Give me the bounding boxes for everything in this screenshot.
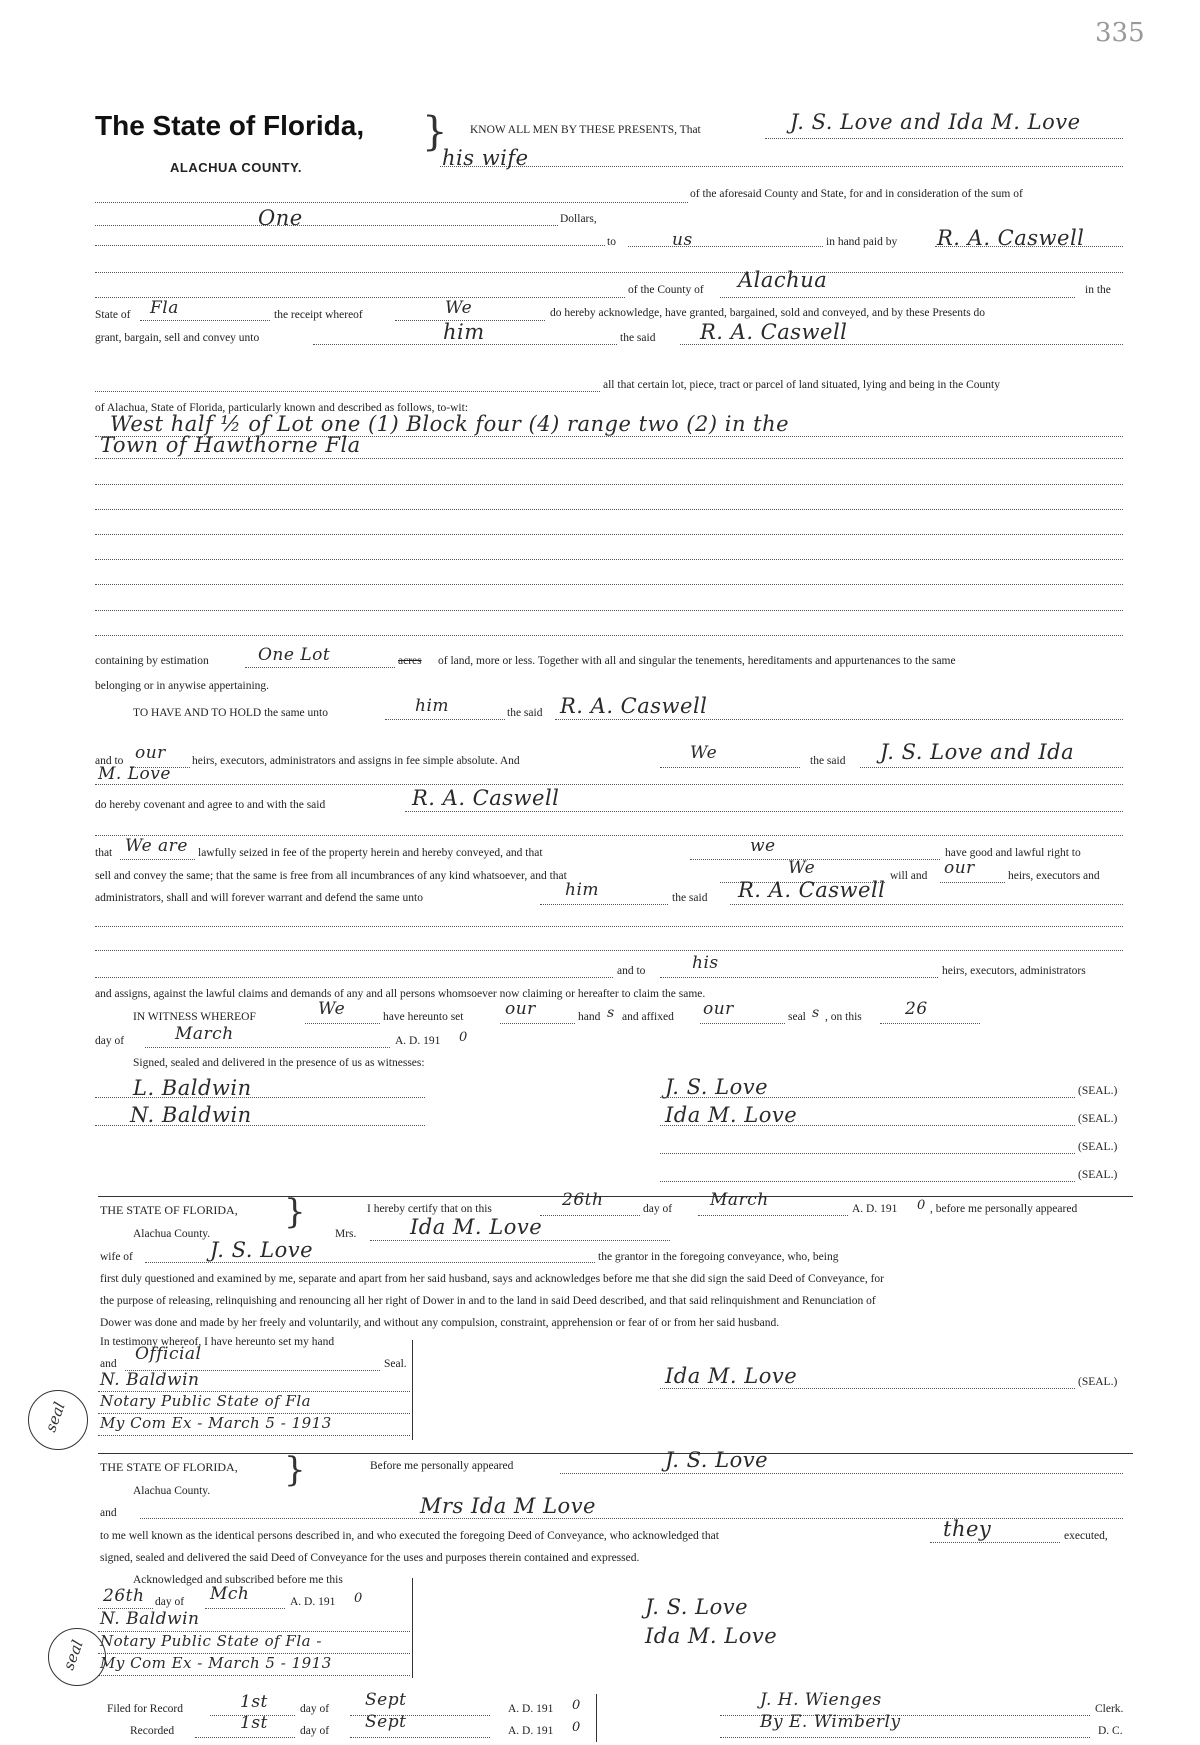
ack2-signed-line: signed, sealed and delivered the said Deed of Conveyance for the uses and purposes therein contained and expressed. — [100, 1552, 640, 1564]
ack1-line-1: first duly questioned and examined by me, separate and apart from her said husband, says and acknowledges before me that she did sign the said Deed of Conveyance, for — [100, 1273, 884, 1285]
will-and-who: our — [944, 858, 975, 878]
ack2-signature-2: Ida M. Love — [645, 1624, 778, 1648]
day-of-label: day of — [95, 1035, 125, 1047]
separator-2 — [98, 1453, 1133, 1454]
hand-label: hand — [578, 1011, 601, 1023]
covenantor-name-cont: M. Love — [98, 764, 171, 784]
the-said-label-3: the said — [672, 892, 708, 904]
rec-day: 1st — [240, 1713, 268, 1733]
ack2-and: and — [100, 1507, 117, 1519]
ack1-line-2: the purpose of releasing, relinquishing and renouncing all her right of Dower in and to the land in said Deed described, and that said relinquishment and Renunciation of — [100, 1295, 876, 1307]
acres-struck: acres — [398, 655, 422, 667]
ack2-they: they — [943, 1517, 992, 1541]
recorded-label: Recorded — [130, 1725, 175, 1737]
seal-label-3: (SEAL.) — [1078, 1141, 1118, 1153]
and-to-who: our — [135, 743, 166, 763]
header-brace: } — [422, 109, 448, 155]
ack1-county: Alachua County. — [133, 1228, 211, 1240]
ack2-before-me: Before me personally appeared — [370, 1460, 514, 1472]
rec-year-digit: 0 — [572, 1720, 581, 1735]
of-land-text: of land, more or less. Together with all and singular the tenements, hereditaments and appurtenances to the same — [438, 655, 956, 667]
ack1-certify: I hereby certify that on this — [367, 1203, 492, 1215]
receipt-label: the receipt whereof — [274, 309, 363, 321]
ack1-mrs: Mrs. — [335, 1228, 357, 1240]
ack2-day-of: day of — [155, 1596, 185, 1608]
ack1-wife-of: wife of — [100, 1251, 133, 1263]
page-number: 335 — [1095, 18, 1145, 48]
ack2-seal-stamp-word: seal — [59, 1637, 87, 1673]
document-title: The State of Florida, — [95, 110, 365, 141]
filed-day-of: day of — [300, 1703, 330, 1715]
grantee-pronoun: him — [443, 320, 485, 344]
filed-day: 1st — [240, 1692, 268, 1712]
signer-1-signature: J. S. Love — [665, 1075, 769, 1099]
county-heading: ALACHUA COUNTY. — [170, 160, 302, 175]
ack1-notary-title: Notary Public State of Fla — [100, 1392, 312, 1410]
heirs-exec-text: heirs, executors and — [1008, 870, 1100, 882]
ack1-line-3: Dower was done and made by her freely and voluntarily, and without any compulsion, constraint, apprehension or fear of or from her said husband. — [100, 1317, 780, 1329]
rec-month: Sept — [365, 1712, 407, 1732]
ack2-state: THE STATE OF FLORIDA, — [100, 1460, 238, 1474]
all-that-text: all that certain lot, piece, tract or parcel of land situated, lying and being in the County — [603, 379, 1000, 391]
ack2-acknowledged: Acknowledged and subscribed before me this — [133, 1574, 343, 1586]
ack2-known-text: to me well known as the identical persons described in, and who executed the foregoing Deed of Conveyance, who acknowledged that — [100, 1530, 719, 1542]
good-right-text: have good and lawful right to — [945, 847, 1081, 859]
separator-1 — [98, 1196, 1133, 1197]
ack1-notary-exp: My Com Ex - March 5 - 1913 — [100, 1414, 332, 1432]
dc-label: D. C. — [1098, 1725, 1123, 1737]
ad-year-digit: 0 — [459, 1030, 468, 1045]
that-who: We are — [125, 836, 188, 856]
ack1-testimony: In testimony whereof, I have hereunto set my hand — [100, 1336, 335, 1348]
affixed-who: our — [703, 999, 734, 1019]
affixed-label: and affixed — [622, 1011, 674, 1023]
and-to-label-2: and to — [617, 965, 646, 977]
ack2-notary-bracket — [412, 1578, 413, 1678]
covenantee-name: R. A. Caswell — [412, 786, 560, 810]
heirs-exec-2-text: heirs, executors, administrators — [942, 965, 1086, 977]
sell-convey-text: sell and convey the same; that the same is free from all incumbrances of any kind whatsoever, and that — [95, 870, 567, 882]
ack2-notary-exp: My Com Ex - March 5 - 1913 — [100, 1654, 332, 1672]
state-name: Fla — [150, 298, 179, 318]
rec-ad: A. D. 191 — [508, 1725, 554, 1737]
and-to-label: and to — [95, 755, 124, 767]
set-who: our — [505, 999, 536, 1019]
of-county-label: of the County of — [628, 284, 704, 296]
filed-year-digit: 0 — [572, 1698, 581, 1713]
ack1-notary-bracket — [412, 1340, 413, 1440]
grant-text: do hereby acknowledge, have granted, bargained, sold and conveyed, and by these Presents do — [550, 307, 986, 319]
belonging-text: belonging or in anywise appertaining. — [95, 680, 270, 692]
signed-sealed-text: Signed, sealed and delivered in the presence of us as witnesses: — [133, 1057, 425, 1069]
seal-label-text: seal — [788, 1011, 806, 1023]
paid-by-label: in hand paid by — [826, 236, 898, 248]
ack1-brace: } — [284, 1192, 306, 1232]
filed-ad: A. D. 191 — [508, 1703, 554, 1715]
witness-day: 26 — [905, 999, 928, 1019]
clerk-name: J. H. Wienges — [760, 1690, 882, 1710]
seal-label-4: (SEAL.) — [1078, 1169, 1118, 1181]
filed-label: Filed for Record — [107, 1703, 184, 1715]
ack1-mrs-name: Ida M. Love — [410, 1215, 543, 1239]
ack2-person-2: Mrs Ida M Love — [420, 1494, 596, 1518]
ack1-seal-word: Seal. — [384, 1358, 407, 1370]
seized-who: we — [750, 836, 776, 856]
ack2-notary-title: Notary Public State of Fla - — [100, 1632, 322, 1650]
ack2-year-digit: 0 — [354, 1591, 363, 1606]
paid-by-name: R. A. Caswell — [937, 226, 1085, 250]
ack1-before-me: , before me personally appeared — [930, 1203, 1078, 1215]
in-the-label: in the — [1085, 284, 1111, 296]
hand-plural: s — [607, 1005, 615, 1021]
habendum-name: R. A. Caswell — [560, 694, 708, 718]
county-name: Alachua — [738, 268, 828, 292]
will-and-label: will and — [890, 870, 928, 882]
habendum-who: him — [415, 696, 450, 716]
receipt-who: We — [445, 298, 473, 318]
and-to-2-who: his — [692, 953, 719, 973]
witness-month: March — [175, 1024, 234, 1044]
description-line-2: Town of Hawthorne Fla — [100, 433, 361, 457]
heirs-text: heirs, executors, administrators and assigns in fee simple absolute. And — [192, 755, 520, 767]
the-said-label-2: the said — [810, 755, 846, 767]
ack1-notary-name: N. Baldwin — [100, 1370, 200, 1390]
ack1-day-of: day of — [643, 1203, 673, 1215]
ack2-person-1: J. S. Love — [665, 1448, 769, 1472]
defend-name: R. A. Caswell — [738, 878, 886, 902]
containing-label: containing by estimation — [95, 655, 209, 667]
ack2-signature-1: J. S. Love — [645, 1595, 749, 1619]
ack1-month: March — [710, 1190, 769, 1210]
and-assigns-text: and assigns, against the lawful claims and demands of any and all persons whomsoever now claiming or hereafter to claim the same. — [95, 988, 706, 1000]
filed-month: Sept — [365, 1690, 407, 1710]
administrators-text: administrators, shall and will forever warrant and defend the same unto — [95, 892, 423, 904]
defend-who: him — [565, 880, 600, 900]
seized-text: lawfully seized in fee of the property herein and hereby conveyed, and that — [198, 847, 543, 859]
ack2-day: 26th — [103, 1586, 145, 1606]
ack1-ad: A. D. 191 — [852, 1203, 898, 1215]
dc-name: By E. Wimberly — [760, 1712, 901, 1732]
ack1-husband: J. S. Love — [210, 1238, 314, 1262]
ack2-brace: } — [284, 1450, 306, 1490]
ack2-executed: executed, — [1064, 1530, 1108, 1542]
dollars-label: Dollars, — [560, 213, 597, 225]
have-hereunto-label: have hereunto set — [383, 1011, 464, 1023]
ack1-seal-label: (SEAL.) — [1078, 1376, 1118, 1388]
grant-unto-label: grant, bargain, sell and convey unto — [95, 332, 260, 344]
seal-label-1: (SEAL.) — [1078, 1085, 1118, 1097]
signer-2-signature: Ida M. Love — [665, 1103, 798, 1127]
seal-plural: s — [812, 1005, 820, 1021]
ack1-grantor-text: the grantor in the foregoing conveyance, who, being — [598, 1251, 839, 1263]
ad-label: A. D. 191 — [395, 1035, 441, 1047]
estimation: One Lot — [258, 645, 331, 665]
covenantor-name: J. S. Love and Ida — [880, 740, 1075, 764]
on-this-label: , on this — [825, 1011, 862, 1023]
that-label: that — [95, 847, 113, 859]
witness-2: N. Baldwin — [130, 1103, 252, 1127]
description-line-1: West half ½ of Lot one (1) Block four (4) range two (2) in the — [110, 412, 790, 436]
covenant-text: do hereby covenant and agree to and with the said — [95, 799, 326, 811]
in-witness-who: We — [318, 999, 346, 1019]
will-who: We — [788, 858, 816, 878]
ack1-day: 26th — [562, 1190, 604, 1210]
and-who: We — [690, 743, 718, 763]
ack1-signature: Ida M. Love — [665, 1364, 798, 1388]
grantors-names: J. S. Love and Ida M. Love — [790, 110, 1081, 134]
ack2-month: Mch — [210, 1584, 250, 1604]
ack2-county: Alachua County. — [133, 1485, 211, 1497]
ack1-official: Official — [135, 1344, 202, 1364]
rec-day-of: day of — [300, 1725, 330, 1737]
grantee-name: R. A. Caswell — [700, 320, 848, 344]
ack1-seal-stamp-word: seal — [41, 1399, 69, 1435]
seal-label-2: (SEAL.) — [1078, 1113, 1118, 1125]
habendum-said: the said — [507, 707, 543, 719]
grantors-names-cont: his wife — [442, 146, 529, 170]
aforesaid-text: of the aforesaid County and State, for and in consideration of the sum of — [690, 188, 1023, 200]
habendum-label: TO HAVE AND TO HOLD the same unto — [133, 707, 328, 719]
in-witness-label: IN WITNESS WHEREOF — [133, 1011, 256, 1023]
to-label: to — [607, 236, 616, 248]
state-of-label: State of — [95, 309, 131, 321]
to-whom: us — [672, 230, 693, 250]
know-all-men: KNOW ALL MEN BY THESE PRESENTS, That — [470, 124, 701, 136]
ack1-year-digit: 0 — [917, 1198, 926, 1213]
the-said-label: the said — [620, 332, 656, 344]
of-alachua-text: of Alachua, State of Florida, particularly known and described as follows, to-wit: — [95, 402, 469, 414]
sum-amount: One — [258, 206, 303, 230]
witness-1: L. Baldwin — [133, 1076, 252, 1100]
record-bracket — [596, 1694, 597, 1742]
ack1-and: and — [100, 1358, 117, 1370]
ack2-notary-name: N. Baldwin — [100, 1609, 200, 1629]
ack1-state: THE STATE OF FLORIDA, — [100, 1203, 238, 1217]
clerk-label: Clerk. — [1095, 1703, 1124, 1715]
ack2-ad: A. D. 191 — [290, 1596, 336, 1608]
